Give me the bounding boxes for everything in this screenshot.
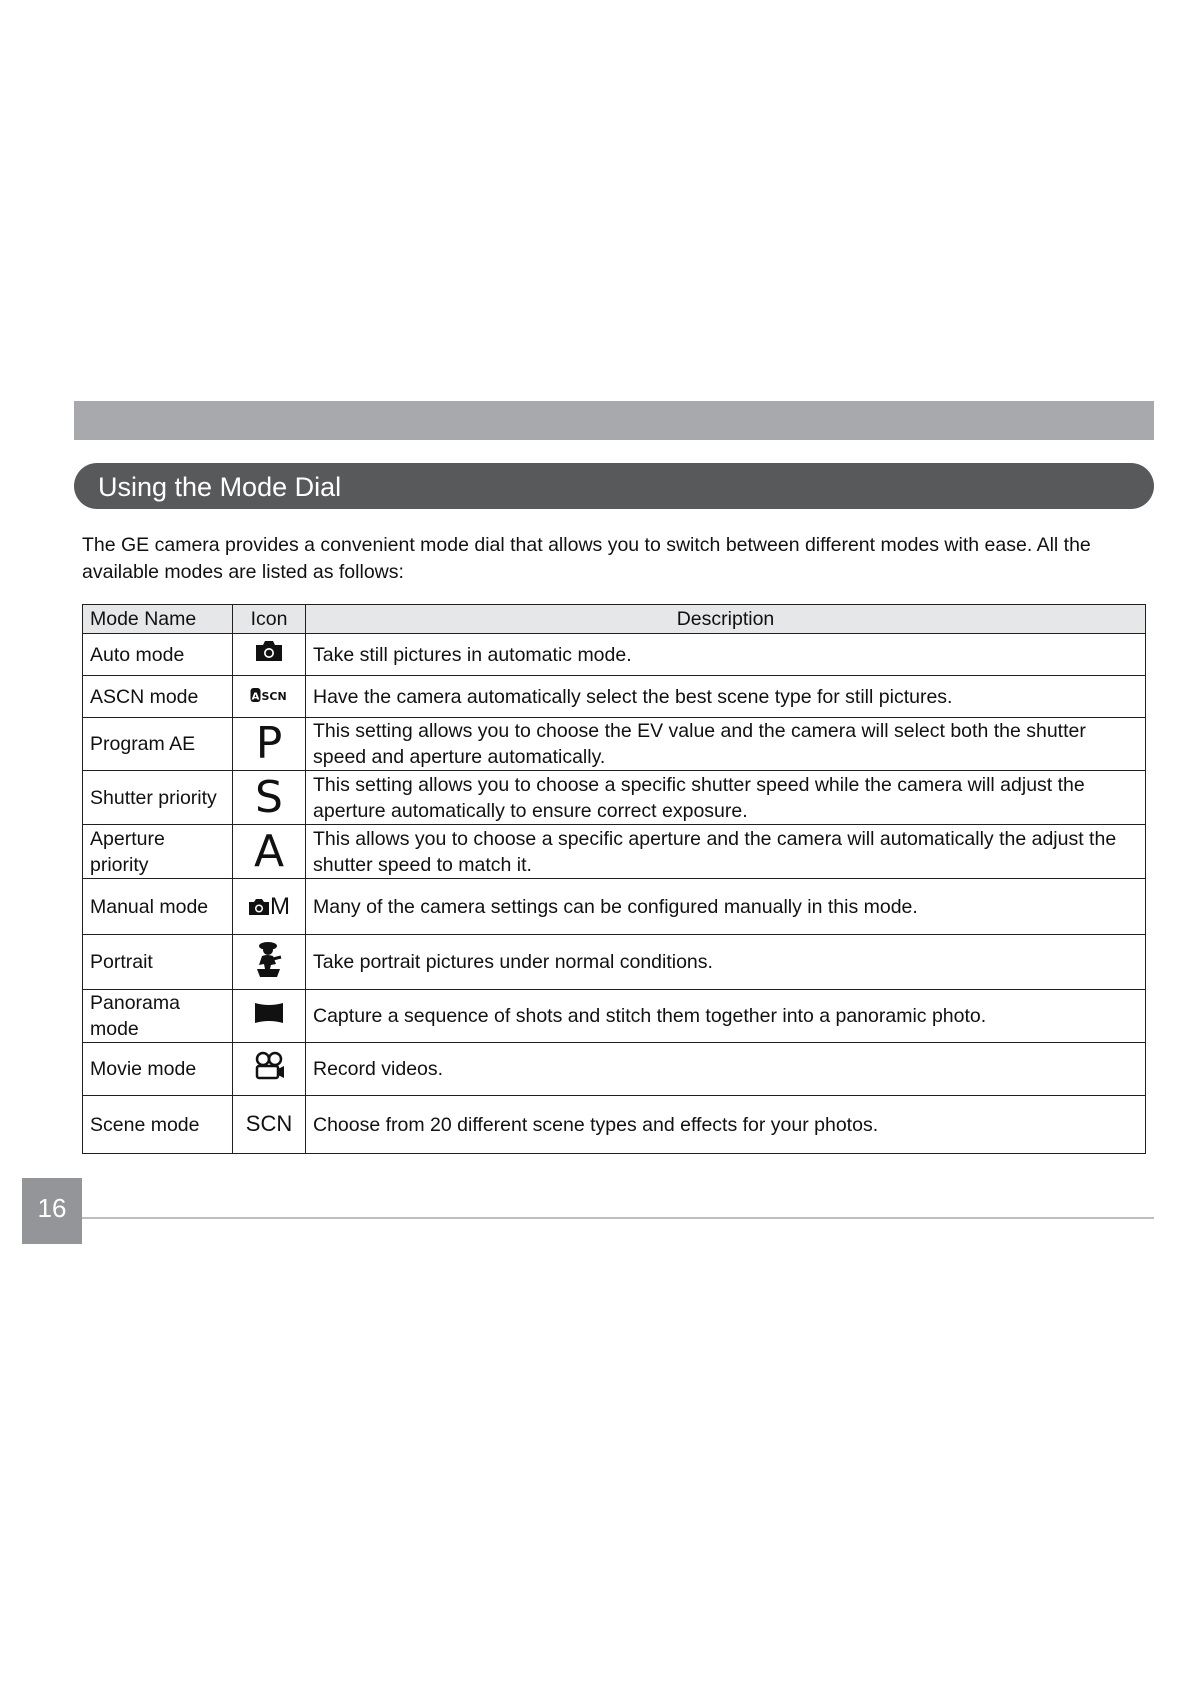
mode-name: Scene mode <box>83 1096 233 1154</box>
table-row <box>83 771 1146 825</box>
mode-name: Portrait <box>83 935 233 990</box>
mode-name: Manual mode <box>83 879 233 935</box>
section-title-bar <box>74 463 1154 509</box>
header-icon: Icon <box>233 605 306 634</box>
mode-name: ASCN mode <box>83 676 233 718</box>
mode-description: Have the camera automatically select the best scene type for still pictures. <box>306 676 1146 718</box>
table-header-row <box>83 605 1146 634</box>
table-row <box>83 1096 1146 1154</box>
mode-name: Aperture priority <box>83 825 233 879</box>
mode-description: This allows you to choose a specific aperture and the camera will automatically the adjust the shutter speed to match it. <box>306 825 1146 879</box>
mode-description: Choose from 20 different scene types and effects for your photos. <box>306 1096 1146 1154</box>
section-title: Using the Mode Dial <box>98 472 342 502</box>
panorama-icon <box>254 1002 284 1031</box>
mode-name: Shutter priority <box>83 771 233 825</box>
camera-icon <box>254 640 284 669</box>
table-row <box>83 1043 1146 1096</box>
top-gray-band <box>74 401 1154 440</box>
portrait-icon <box>253 939 285 986</box>
manual-camera-icon <box>248 893 290 920</box>
table-row <box>83 676 1146 718</box>
svg-text:A: A <box>251 691 260 703</box>
manual-m-letter: M <box>270 893 290 921</box>
mode-name: Program AE <box>83 718 233 771</box>
mode-description: Record videos. <box>306 1043 1146 1096</box>
table-row <box>83 825 1146 879</box>
aperture-a-icon: A <box>253 825 285 877</box>
table-row <box>83 935 1146 990</box>
page-number: 16 <box>22 1178 82 1244</box>
mode-description: Take portrait pictures under normal conditions. <box>306 935 1146 990</box>
table-row <box>83 990 1146 1043</box>
header-description: Description <box>306 605 1146 634</box>
scn-icon: SCN <box>245 1111 293 1136</box>
shutter-s-icon: S <box>255 771 283 823</box>
table-row <box>83 718 1146 771</box>
mode-name: Auto mode <box>83 634 233 676</box>
mode-description: Capture a sequence of shots and stitch them together into a panoramic photo. <box>306 990 1146 1043</box>
ascn-icon <box>250 684 288 710</box>
footer-rule <box>82 1217 1154 1219</box>
mode-name: Panorama mode <box>83 990 233 1043</box>
mode-description: Many of the camera settings can be configured manually in this mode. <box>306 879 1146 935</box>
mode-description: Take still pictures in automatic mode. <box>306 634 1146 676</box>
program-p-icon: P <box>255 718 283 769</box>
mode-name: Movie mode <box>83 1043 233 1096</box>
table-row <box>83 634 1146 676</box>
header-mode-name: Mode Name <box>83 605 233 634</box>
table-row <box>83 879 1146 935</box>
movie-camera-icon <box>252 1051 286 1088</box>
mode-description: This setting allows you to choose the EV value and the camera will select both the shutter speed and aperture automatically. <box>306 718 1146 771</box>
svg-text:SCN: SCN <box>261 689 287 703</box>
intro-paragraph: The GE camera provides a convenient mode dial that allows you to switch between different modes with ease. All the available modes are listed as follows: <box>82 534 1091 583</box>
mode-description: This setting allows you to choose a specific shutter speed while the camera will adjust the aperture automatically to ensure correct exposure. <box>306 771 1146 825</box>
mode-table <box>82 604 1146 1154</box>
